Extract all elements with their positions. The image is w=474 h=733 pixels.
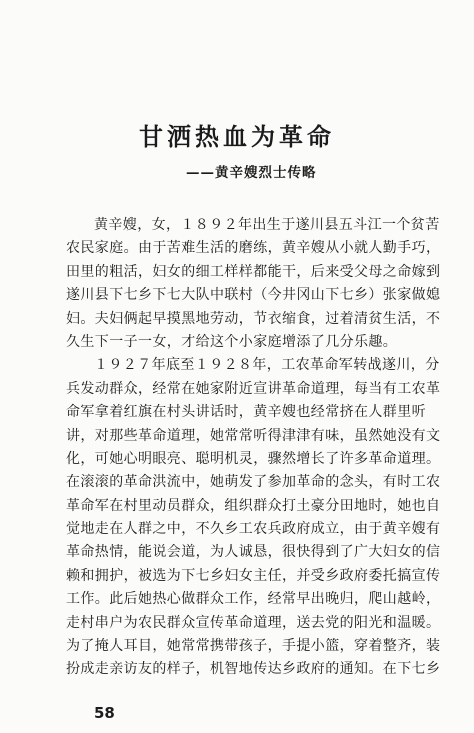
text-line: 田里的粗活，妇女的细工样样都能干，后来受父母之命嫁到: [66, 263, 441, 280]
text-line: 为了掩人耳目，她常常携带孩子，手提小篮，穿着整齐，装: [66, 638, 441, 655]
text-line: 觉地走在人群之中，不久乡工农兵政府成立，由于黄辛嫂有: [66, 521, 441, 538]
text-line: 走村串户为农民群众宣传革命道理，送去党的阳光和温暖。: [66, 614, 441, 631]
text-line: 工作。此后她热心做群众工作，经常早出晚归，爬山越岭，: [66, 591, 441, 608]
article-subtitle: ——黄辛嫂烈士传略: [186, 165, 317, 181]
text-line: 妇。夫妇俩起早摸黑地劳动，节衣缩食，过着清贫生活，不: [66, 310, 441, 327]
text-line: 赖和拥护，被选为下七乡妇女主任，并受乡政府委托搞宣传: [66, 567, 441, 584]
text-line: 久生下一子一女，才给这个小家庭增添了几分乐趣。: [66, 333, 398, 350]
article-body: [66, 214, 474, 682]
text-line: 化，可她心明眼亮、聪明机灵，骤然增长了许多革命道理。: [66, 450, 441, 467]
text-line: 兵发动群众，经常在她家附近宣讲革命道理，每当有工农革: [66, 380, 441, 397]
article-title: 甘洒热血为革命: [139, 122, 335, 151]
text-line: 农民家庭。由于苦难生活的磨练，黄辛嫂从小就人勤手巧，: [66, 240, 441, 257]
text-line: 命军拿着红旗在村头讲话时，黄辛嫂也经常挤在人群里听: [66, 404, 426, 421]
text-line: 遂川县下七乡下七大队中联村（今井冈山下七乡）张家做媳: [66, 287, 441, 304]
page-number: 58: [94, 704, 115, 722]
text-line: １９２７年底至１９２８年，工农革命军转战遂川，分: [94, 357, 440, 374]
text-line: 黄辛嫂，女，１８９２年出生于遂川县五斗江一个贫苦: [94, 217, 440, 233]
text-line: 在滚滚的革命洪流中，她萌发了参加革命的念头，有时工农: [66, 474, 441, 491]
text-line: 讲，对那些革命道理，她常常听得津津有味，虽然她没有文: [66, 427, 441, 444]
text-line: 革命军在村里动员群众，组织群众打土豪分田地时，她也自: [66, 497, 441, 514]
text-line: 革命热情，能说会道，为人诚恳，很快得到了广大妇女的信: [66, 544, 441, 561]
text-line: 扮成走亲访友的样子，机智地传达乡政府的通知。在下七乡: [66, 661, 441, 678]
